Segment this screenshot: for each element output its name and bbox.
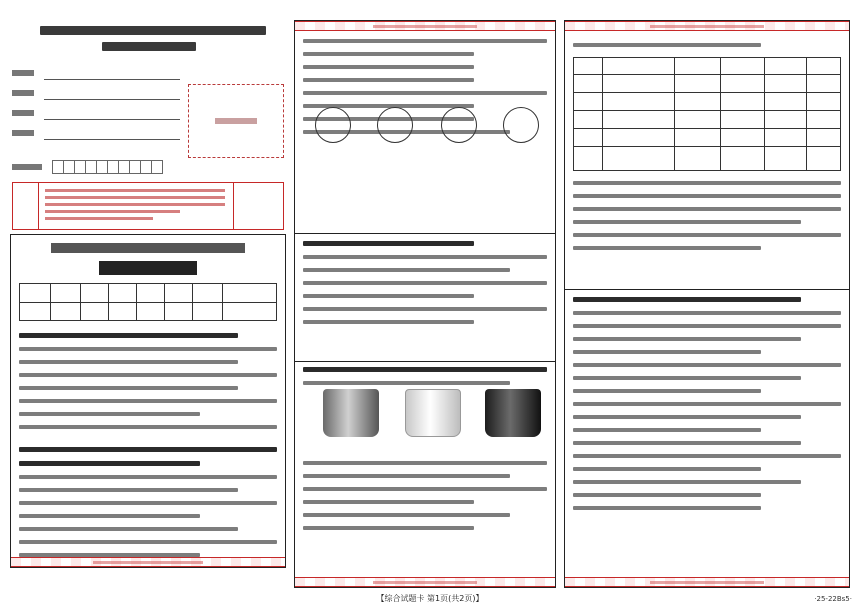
school-field[interactable] <box>12 64 180 84</box>
print-code: ·25-22Bs5· <box>814 595 852 603</box>
bottom-warning-strip <box>565 577 849 587</box>
name-field[interactable] <box>12 104 180 124</box>
exam-time-note <box>51 243 245 253</box>
bottom-warning-strip <box>11 557 285 567</box>
barcode-area <box>188 84 284 158</box>
class-field[interactable] <box>12 84 180 104</box>
exam-room-field[interactable] <box>12 124 180 144</box>
heat-direction-figures <box>305 107 545 147</box>
experiment-record-table <box>573 57 841 171</box>
part-five-questions <box>573 297 841 519</box>
exam-title <box>10 22 286 56</box>
instructions-box <box>12 182 284 230</box>
top-warning-strip <box>295 21 555 31</box>
admission-number-cells[interactable] <box>52 160 162 174</box>
part-one-questions <box>19 333 277 438</box>
part-three-inquiry <box>303 241 547 333</box>
student-info-fields <box>12 64 180 144</box>
ceramic-cup-image <box>405 389 461 437</box>
part-four-answers <box>303 461 547 539</box>
science-section <box>10 234 286 568</box>
answer-column-middle <box>294 20 556 588</box>
bottom-warning-strip <box>295 577 555 587</box>
page-footer: 【综合试题卡 第1页(共2页)】 <box>376 594 484 603</box>
table-analysis-answers <box>573 181 841 259</box>
part-four-questions <box>303 367 547 394</box>
top-warning-strip <box>565 21 849 31</box>
answer-column-right <box>564 20 850 588</box>
plastic-cup-image <box>485 389 541 437</box>
stainless-cup-image <box>323 389 379 437</box>
section-title <box>99 261 197 275</box>
header-column <box>10 20 286 588</box>
score-table <box>19 283 277 321</box>
question-3-prompt <box>573 43 841 56</box>
admission-number-row <box>12 160 284 174</box>
part-two-questions <box>19 447 277 566</box>
